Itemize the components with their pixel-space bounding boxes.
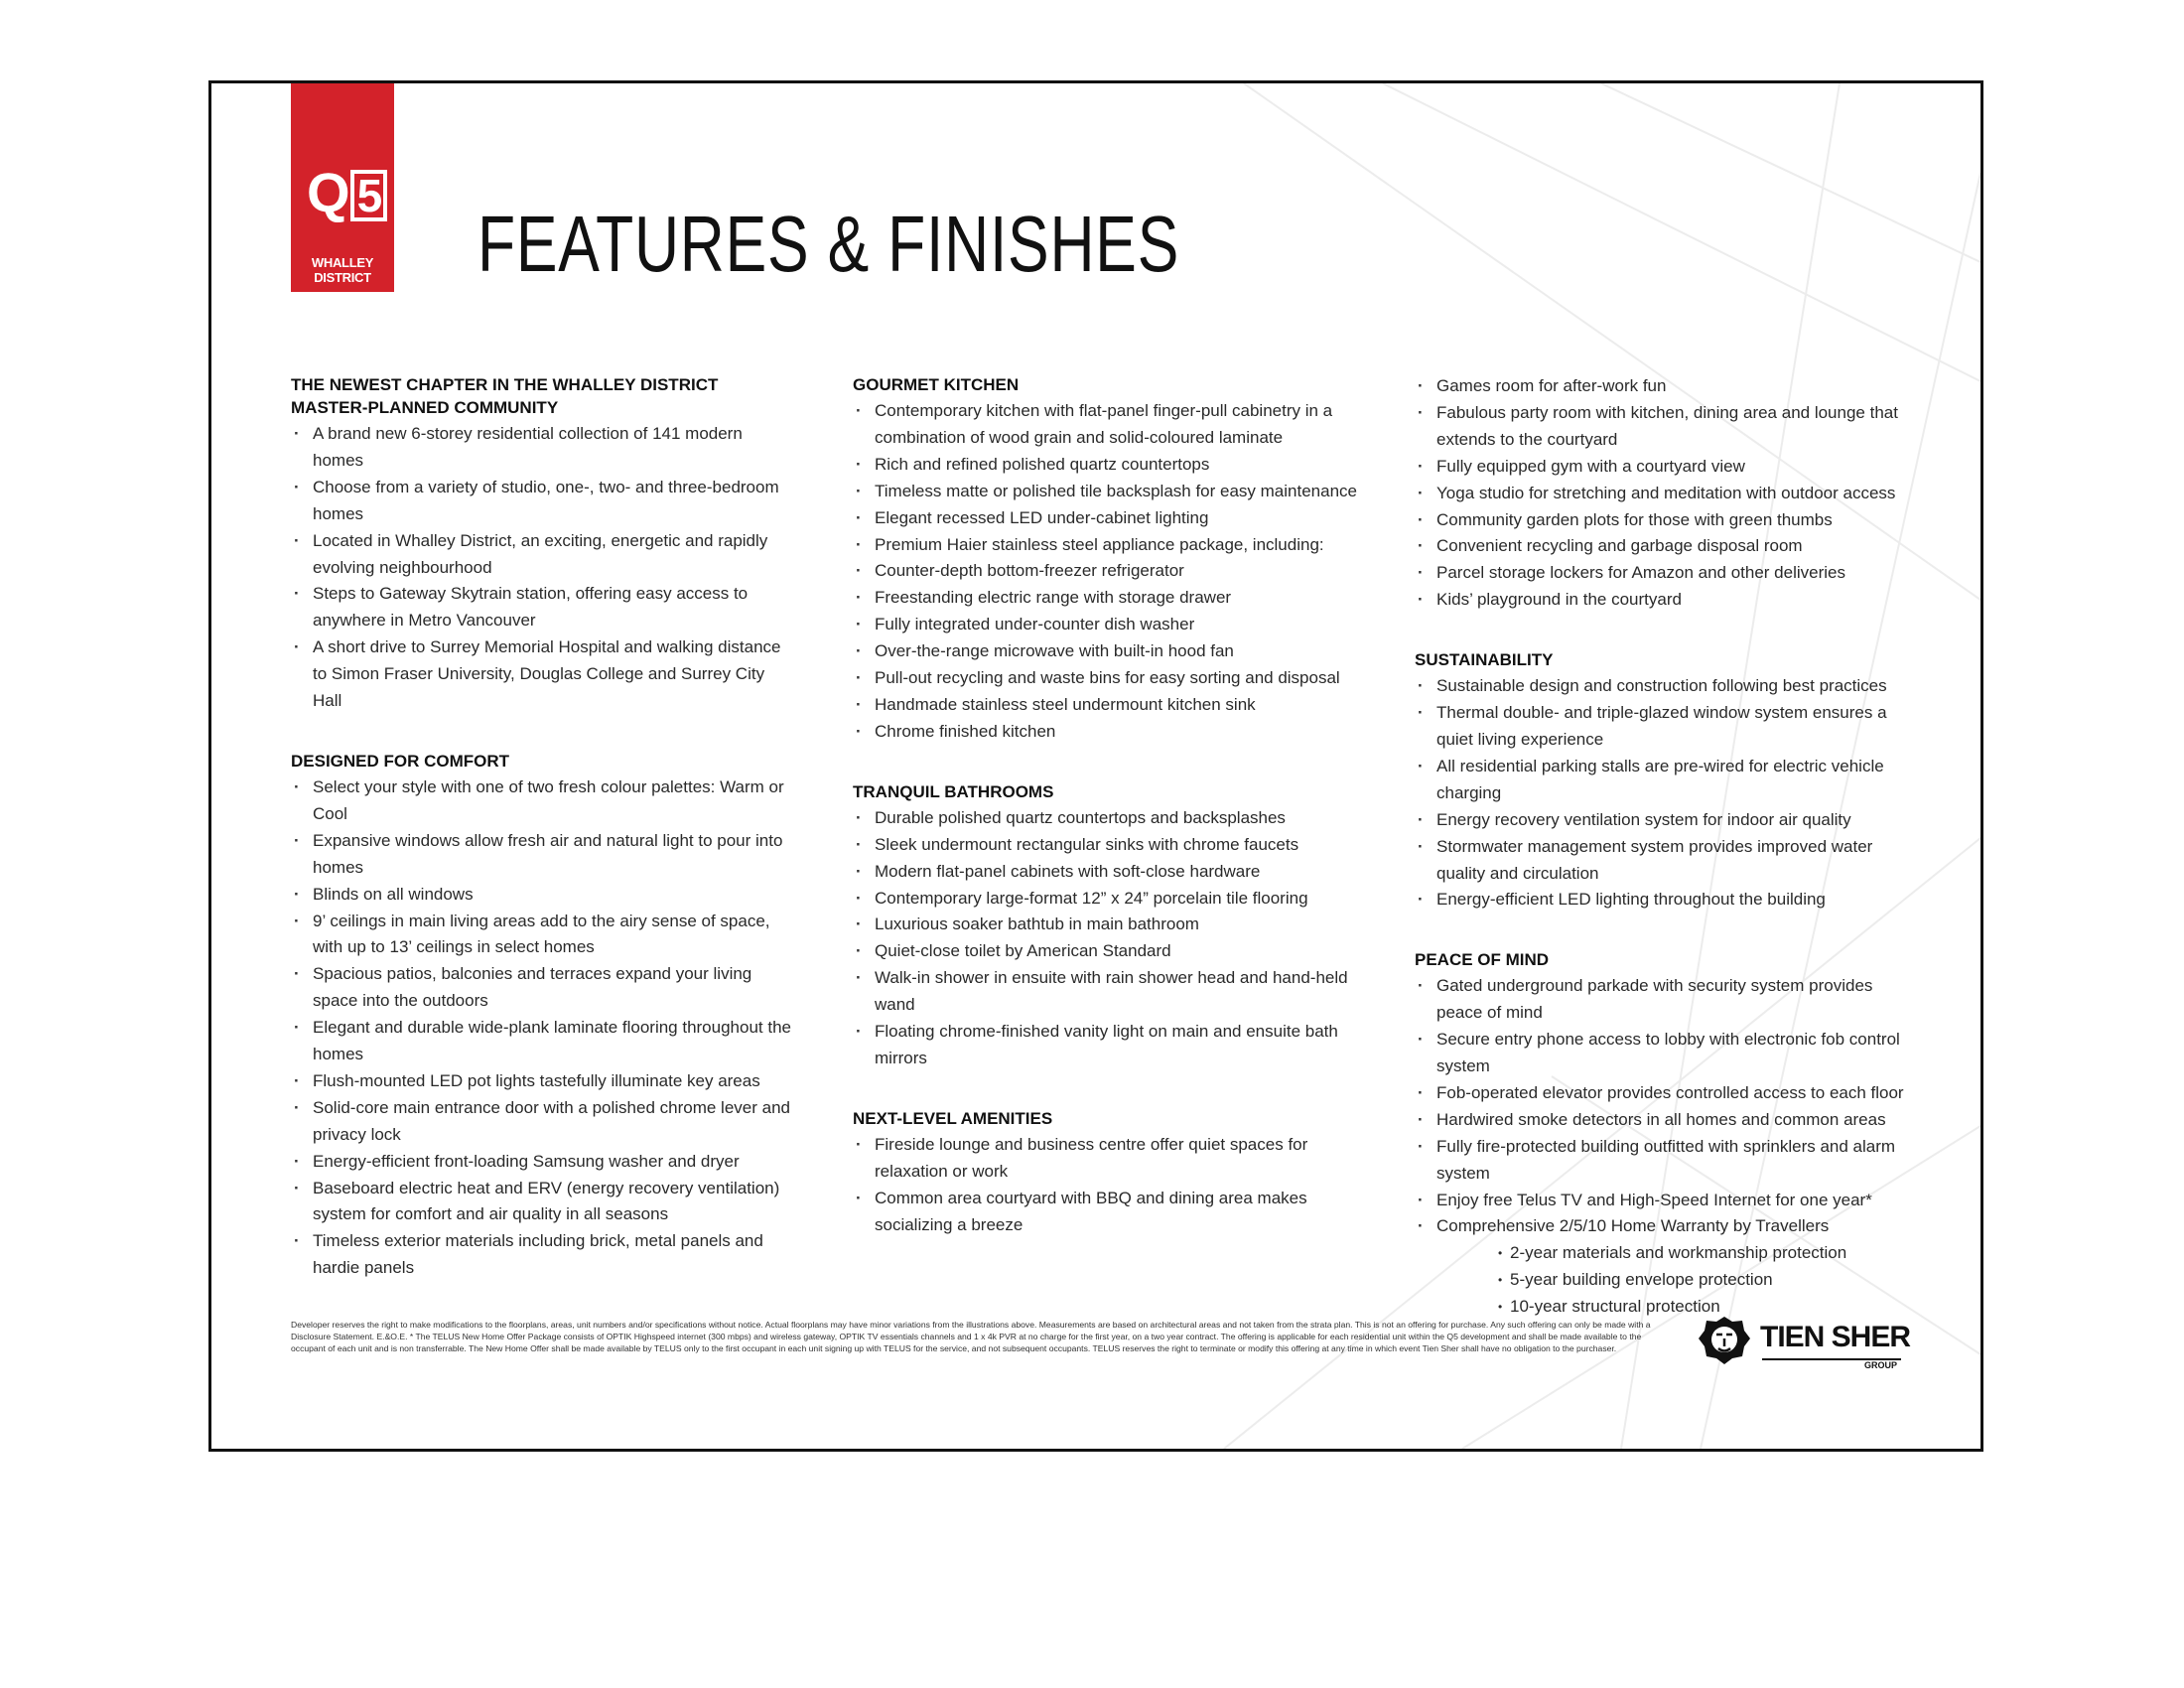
column-1 xyxy=(291,373,797,1317)
column-2 xyxy=(853,373,1359,1273)
feature-list xyxy=(853,1132,1359,1239)
logo-number: 5 xyxy=(350,170,388,221)
section-heading: GOURMET KITCHEN xyxy=(853,375,1020,394)
feature-list xyxy=(1415,673,1921,914)
list-item: · Yoga studio for stretching and meditation with outdoor access xyxy=(1415,481,1921,507)
section-tranquil-bathrooms xyxy=(853,780,1359,1072)
list-item: · Community garden plots for those with green thumbs xyxy=(1415,507,1921,534)
list-item: · Fireside lounge and business centre offer quiet spaces for relaxation or work xyxy=(853,1132,1359,1186)
document-frame xyxy=(208,80,1983,1452)
list-item: · Fully equipped gym with a courtyard view xyxy=(1415,454,1921,481)
list-item: · Kids’ playground in the courtyard xyxy=(1415,587,1921,614)
list-item: · Solid-core main entrance door with a polished chrome lever and privacy lock xyxy=(291,1095,797,1149)
list-item: · Fully fire-protected building outfitted with sprinklers and alarm system xyxy=(1415,1134,1921,1188)
legal-disclaimer: Developer reserves the right to make modifications to the floorplans, areas, unit numbers and/or specifications without notice. Actual floorplans may have minor variations from the illustrations above. Measurements are based on architectural areas and not taken from the strata plan. This is not an offering for purchase. Any such offering can only be made with a Disclosure Statement. E.&O.E. * The TELUS New Home Offer Package consists of OPTIK Highspeed internet (300 mbps) and wireless gateway, OPTIK TV essentials channels and 1 x 4k PVR at no charge for the first year, on a two year contract. The offering is applicable for each residential unit within the Q5 development and shall be made available to the occupant of each unit and is non transferrable. The New Home Offer shall be made available by TELUS only to the first occupant in each unit signing up with TELUS for the service, and not subsequent occupants. TELUS reserves the right to terminate or modify this offering at any time in which event Tien Sher shall have no obligation to the purchaser. xyxy=(291,1320,1651,1353)
logo-mark xyxy=(307,161,387,223)
list-item: · Sustainable design and construction following best practices xyxy=(1415,673,1921,700)
list-item: · Gated underground parkade with security system provides peace of mind xyxy=(1415,973,1921,1027)
list-item: · Sleek undermount rectangular sinks with chrome faucets xyxy=(853,832,1359,859)
feature-list xyxy=(853,398,1359,746)
section-heading: TRANQUIL BATHROOMS xyxy=(853,781,1054,801)
logo-letter: Q xyxy=(307,161,348,223)
feature-list xyxy=(1415,973,1921,1240)
column-3 xyxy=(1415,373,1921,1355)
list-item: · Timeless exterior materials including brick, metal panels and hardie panels xyxy=(291,1228,797,1282)
logo-subtitle: WHALLEY DISTRICT xyxy=(311,255,374,285)
list-item: · Elegant and durable wide-plank laminate flooring throughout the homes xyxy=(291,1015,797,1068)
lion-head-icon xyxy=(1697,1313,1752,1368)
brand-subtitle: GROUP xyxy=(1863,1360,1897,1370)
section-heading: SUSTAINABILITY xyxy=(1415,650,1554,670)
list-item: · Over-the-range microwave with built-in hood fan xyxy=(853,638,1359,665)
list-item: · Comprehensive 2/5/10 Home Warranty by Travellers xyxy=(1415,1213,1921,1240)
q5-logo xyxy=(291,83,394,292)
list-item: · Thermal double- and triple-glazed window system ensures a quiet living experience xyxy=(1415,700,1921,754)
list-item: · Steps to Gateway Skytrain station, offering easy access to anywhere in Metro Vancouver xyxy=(291,581,797,634)
list-item: · Common area courtyard with BBQ and dining area makes socializing a breeze xyxy=(853,1186,1359,1239)
list-item: · Secure entry phone access to lobby with electronic fob control system xyxy=(1415,1027,1921,1080)
list-item: · Select your style with one of two fresh colour palettes: Warm or Cool xyxy=(291,774,797,828)
list-item: · Chrome finished kitchen xyxy=(853,719,1359,746)
section-heading: DESIGNED FOR COMFORT xyxy=(291,751,510,771)
list-item: · Energy-efficient front-loading Samsung washer and dryer xyxy=(291,1149,797,1176)
section-designed-for-comfort xyxy=(291,750,797,1282)
list-item: · Floating chrome-finished vanity light on main and ensuite bath mirrors xyxy=(853,1019,1359,1072)
list-item: · Energy-efficient LED lighting throughout the building xyxy=(1415,887,1921,914)
warranty-sublist xyxy=(1415,1240,1921,1321)
list-item: · Hardwired smoke detectors in all homes and common areas xyxy=(1415,1107,1921,1134)
list-item: · Counter-depth bottom-freezer refrigerator xyxy=(853,558,1359,585)
section-heading: THE NEWEST CHAPTER IN THE WHALLEY DISTRICT MASTER-PLANNED COMMUNITY xyxy=(291,375,719,417)
section-next-level-amenities xyxy=(853,1107,1359,1239)
brand-name: TIEN SHER xyxy=(1760,1321,1911,1353)
list-item: · Freestanding electric range with storage drawer xyxy=(853,585,1359,612)
page-title: FEATURES & FINISHES xyxy=(478,200,1180,288)
list-item: · Contemporary kitchen with flat-panel finger-pull cabinetry in a combination of wood grain and solid-coloured laminate xyxy=(853,398,1359,452)
list-item: · Durable polished quartz countertops and backsplashes xyxy=(853,805,1359,832)
list-item: · Expansive windows allow fresh air and natural light to pour into homes xyxy=(291,828,797,882)
list-item: · Flush-mounted LED pot lights tastefully illuminate key areas xyxy=(291,1068,797,1095)
list-item: · Choose from a variety of studio, one-, two- and three-bedroom homes xyxy=(291,475,797,528)
list-item: · Fob-operated elevator provides controlled access to each floor xyxy=(1415,1080,1921,1107)
list-item: · Stormwater management system provides improved water quality and circulation xyxy=(1415,834,1921,888)
sub-list-item: • 2-year materials and workmanship protection xyxy=(1498,1240,1921,1267)
list-item: · Games room for after-work fun xyxy=(1415,373,1921,400)
section-peace-of-mind xyxy=(1415,948,1921,1321)
feature-list xyxy=(853,805,1359,1072)
list-item: · Contemporary large-format 12” x 24” porcelain tile flooring xyxy=(853,886,1359,913)
tien-sher-logo xyxy=(1697,1313,1911,1372)
sub-list-item: • 5-year building envelope protection xyxy=(1498,1267,1921,1294)
list-item: · Fabulous party room with kitchen, dining area and lounge that extends to the courtyard xyxy=(1415,400,1921,454)
list-item: · Premium Haier stainless steel appliance package, including: xyxy=(853,532,1359,559)
list-item: · Spacious patios, balconies and terraces expand your living space into the outdoors xyxy=(291,961,797,1015)
list-item: · Blinds on all windows xyxy=(291,882,797,909)
section-sustainability xyxy=(1415,648,1921,914)
list-item: · Parcel storage lockers for Amazon and other deliveries xyxy=(1415,560,1921,587)
list-item: · Convenient recycling and garbage disposal room xyxy=(1415,533,1921,560)
section-gourmet-kitchen xyxy=(853,373,1359,746)
list-item: · Energy recovery ventilation system for indoor air quality xyxy=(1415,807,1921,834)
feature-list xyxy=(291,421,797,715)
list-item: · A short drive to Surrey Memorial Hospital and walking distance to Simon Fraser University, Douglas College and Surrey City Hall xyxy=(291,634,797,715)
list-item: · Walk-in shower in ensuite with rain shower head and hand-held wand xyxy=(853,965,1359,1019)
list-item: · Rich and refined polished quartz countertops xyxy=(853,452,1359,479)
list-item: · Baseboard electric heat and ERV (energy recovery ventilation) system for comfort and air quality in all seasons xyxy=(291,1176,797,1229)
list-item: · Quiet-close toilet by American Standard xyxy=(853,938,1359,965)
list-item: · Luxurious soaker bathtub in main bathroom xyxy=(853,912,1359,938)
list-item: · All residential parking stalls are pre-wired for electric vehicle charging xyxy=(1415,754,1921,807)
list-item: · Timeless matte or polished tile backsplash for easy maintenance xyxy=(853,479,1359,505)
list-item: · Enjoy free Telus TV and High-Speed Internet for one year* xyxy=(1415,1188,1921,1214)
list-item: · Handmade stainless steel undermount kitchen sink xyxy=(853,692,1359,719)
list-item: · Modern flat-panel cabinets with soft-close hardware xyxy=(853,859,1359,886)
feature-list xyxy=(291,774,797,1282)
list-item: · A brand new 6-storey residential collection of 141 modern homes xyxy=(291,421,797,475)
section-heading: NEXT-LEVEL AMENITIES xyxy=(853,1108,1053,1128)
section-newest-chapter xyxy=(291,373,797,715)
feature-list xyxy=(1415,373,1921,614)
sub-list-item: • 10-year structural protection xyxy=(1498,1294,1921,1321)
section-amenities-continued xyxy=(1415,373,1921,614)
section-heading: PEACE OF MIND xyxy=(1415,950,1550,970)
list-item: · Pull-out recycling and waste bins for easy sorting and disposal xyxy=(853,665,1359,692)
list-item: · Fully integrated under-counter dish washer xyxy=(853,612,1359,638)
list-item: · Elegant recessed LED under-cabinet lighting xyxy=(853,505,1359,532)
list-item: · Located in Whalley District, an exciting, energetic and rapidly evolving neighbourhood xyxy=(291,528,797,582)
list-item: · 9’ ceilings in main living areas add to the airy sense of space, with up to 13’ ceilings in select homes xyxy=(291,909,797,962)
